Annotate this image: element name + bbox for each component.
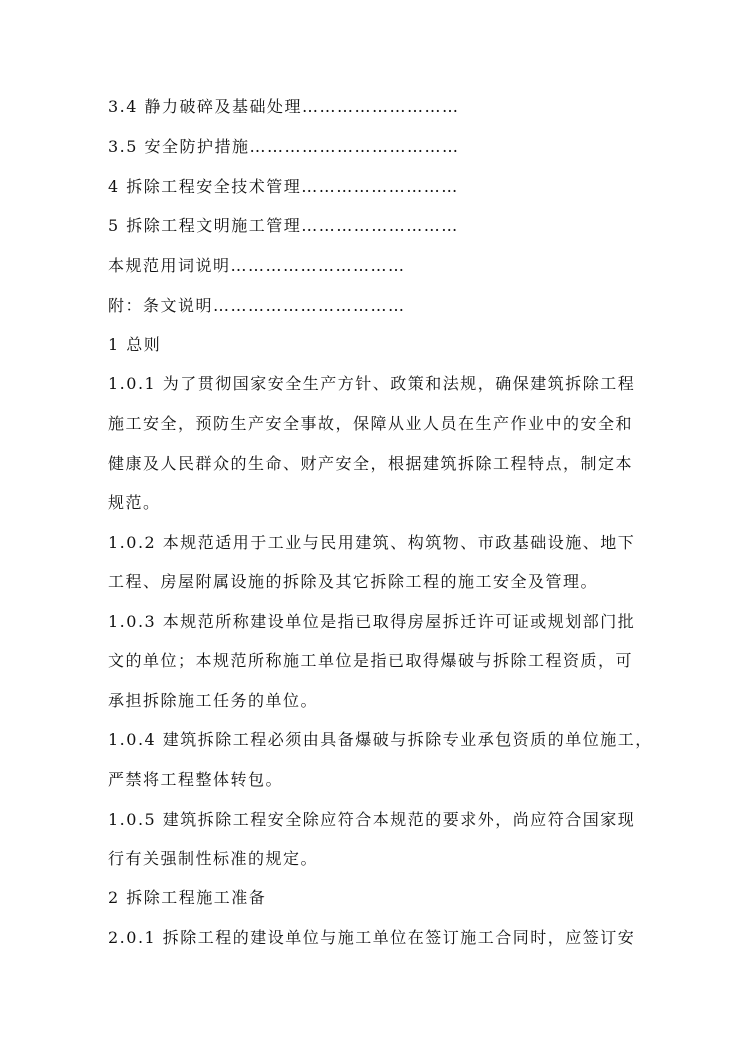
paragraph-1-0-5-line: 1.0.5 建筑拆除工程安全除应符合本规范的要求外，尚应符合国家现 (108, 810, 636, 829)
toc-entry-3-5: 3.5 安全防护措施……………………………… (108, 137, 460, 156)
toc-entry-4: 4 拆除工程安全技术管理……………………… (108, 177, 459, 196)
paragraph-1-0-3-line: 文的单位；本规范所称施工单位是指已取得爆破与拆除工程资质，可 (108, 651, 634, 670)
toc-entry-3-4: 3.4 静力破碎及基础处理……………………… (108, 97, 460, 116)
paragraph-1-0-1-line: 1.0.1 为了贯彻国家安全生产方针、政策和法规，确保建筑拆除工程 (108, 374, 636, 393)
section-1-heading: 1 总则 (108, 335, 162, 354)
paragraph-1-0-2-line: 工程、房屋附属设施的拆除及其它拆除工程的施工安全及管理。 (108, 572, 599, 591)
section-2-heading: 2 拆除工程施工准备 (108, 888, 267, 907)
toc-entry-5: 5 拆除工程文明施工管理……………………… (108, 216, 459, 235)
paragraph-1-0-3-line: 承担拆除施工任务的单位。 (108, 691, 319, 710)
paragraph-1-0-2-line: 1.0.2 本规范适用于工业与民用建筑、构筑物、市政基础设施、地下 (108, 533, 636, 552)
paragraph-1-0-3-line: 1.0.3 本规范所称建设单位是指已取得房屋拆迁许可证或规划部门批 (108, 612, 636, 631)
paragraph-1-0-5-line: 行有关强制性标准的规定。 (108, 849, 319, 868)
paragraph-1-0-1-line: 健康及人民群众的生命、财产安全，根据建筑拆除工程特点，制定本 (108, 454, 634, 473)
paragraph-1-0-4-line: 1.0.4 建筑拆除工程必须由具备爆破与拆除专业承包资质的单位施工， (108, 730, 653, 749)
paragraph-2-0-1-line: 2.0.1 拆除工程的建设单位与施工单位在签订施工合同时，应签订安 (108, 928, 636, 947)
toc-entry-appendix: 附：条文说明…………………………… (108, 296, 406, 315)
paragraph-1-0-1-line: 施工安全，预防生产安全事故，保障从业人员在生产作业中的安全和 (108, 414, 634, 433)
paragraph-1-0-4-line: 严禁将工程整体转包。 (108, 770, 284, 789)
toc-entry-terms: 本规范用词说明………………………… (108, 256, 406, 275)
paragraph-1-0-1-line: 规范。 (108, 493, 161, 512)
